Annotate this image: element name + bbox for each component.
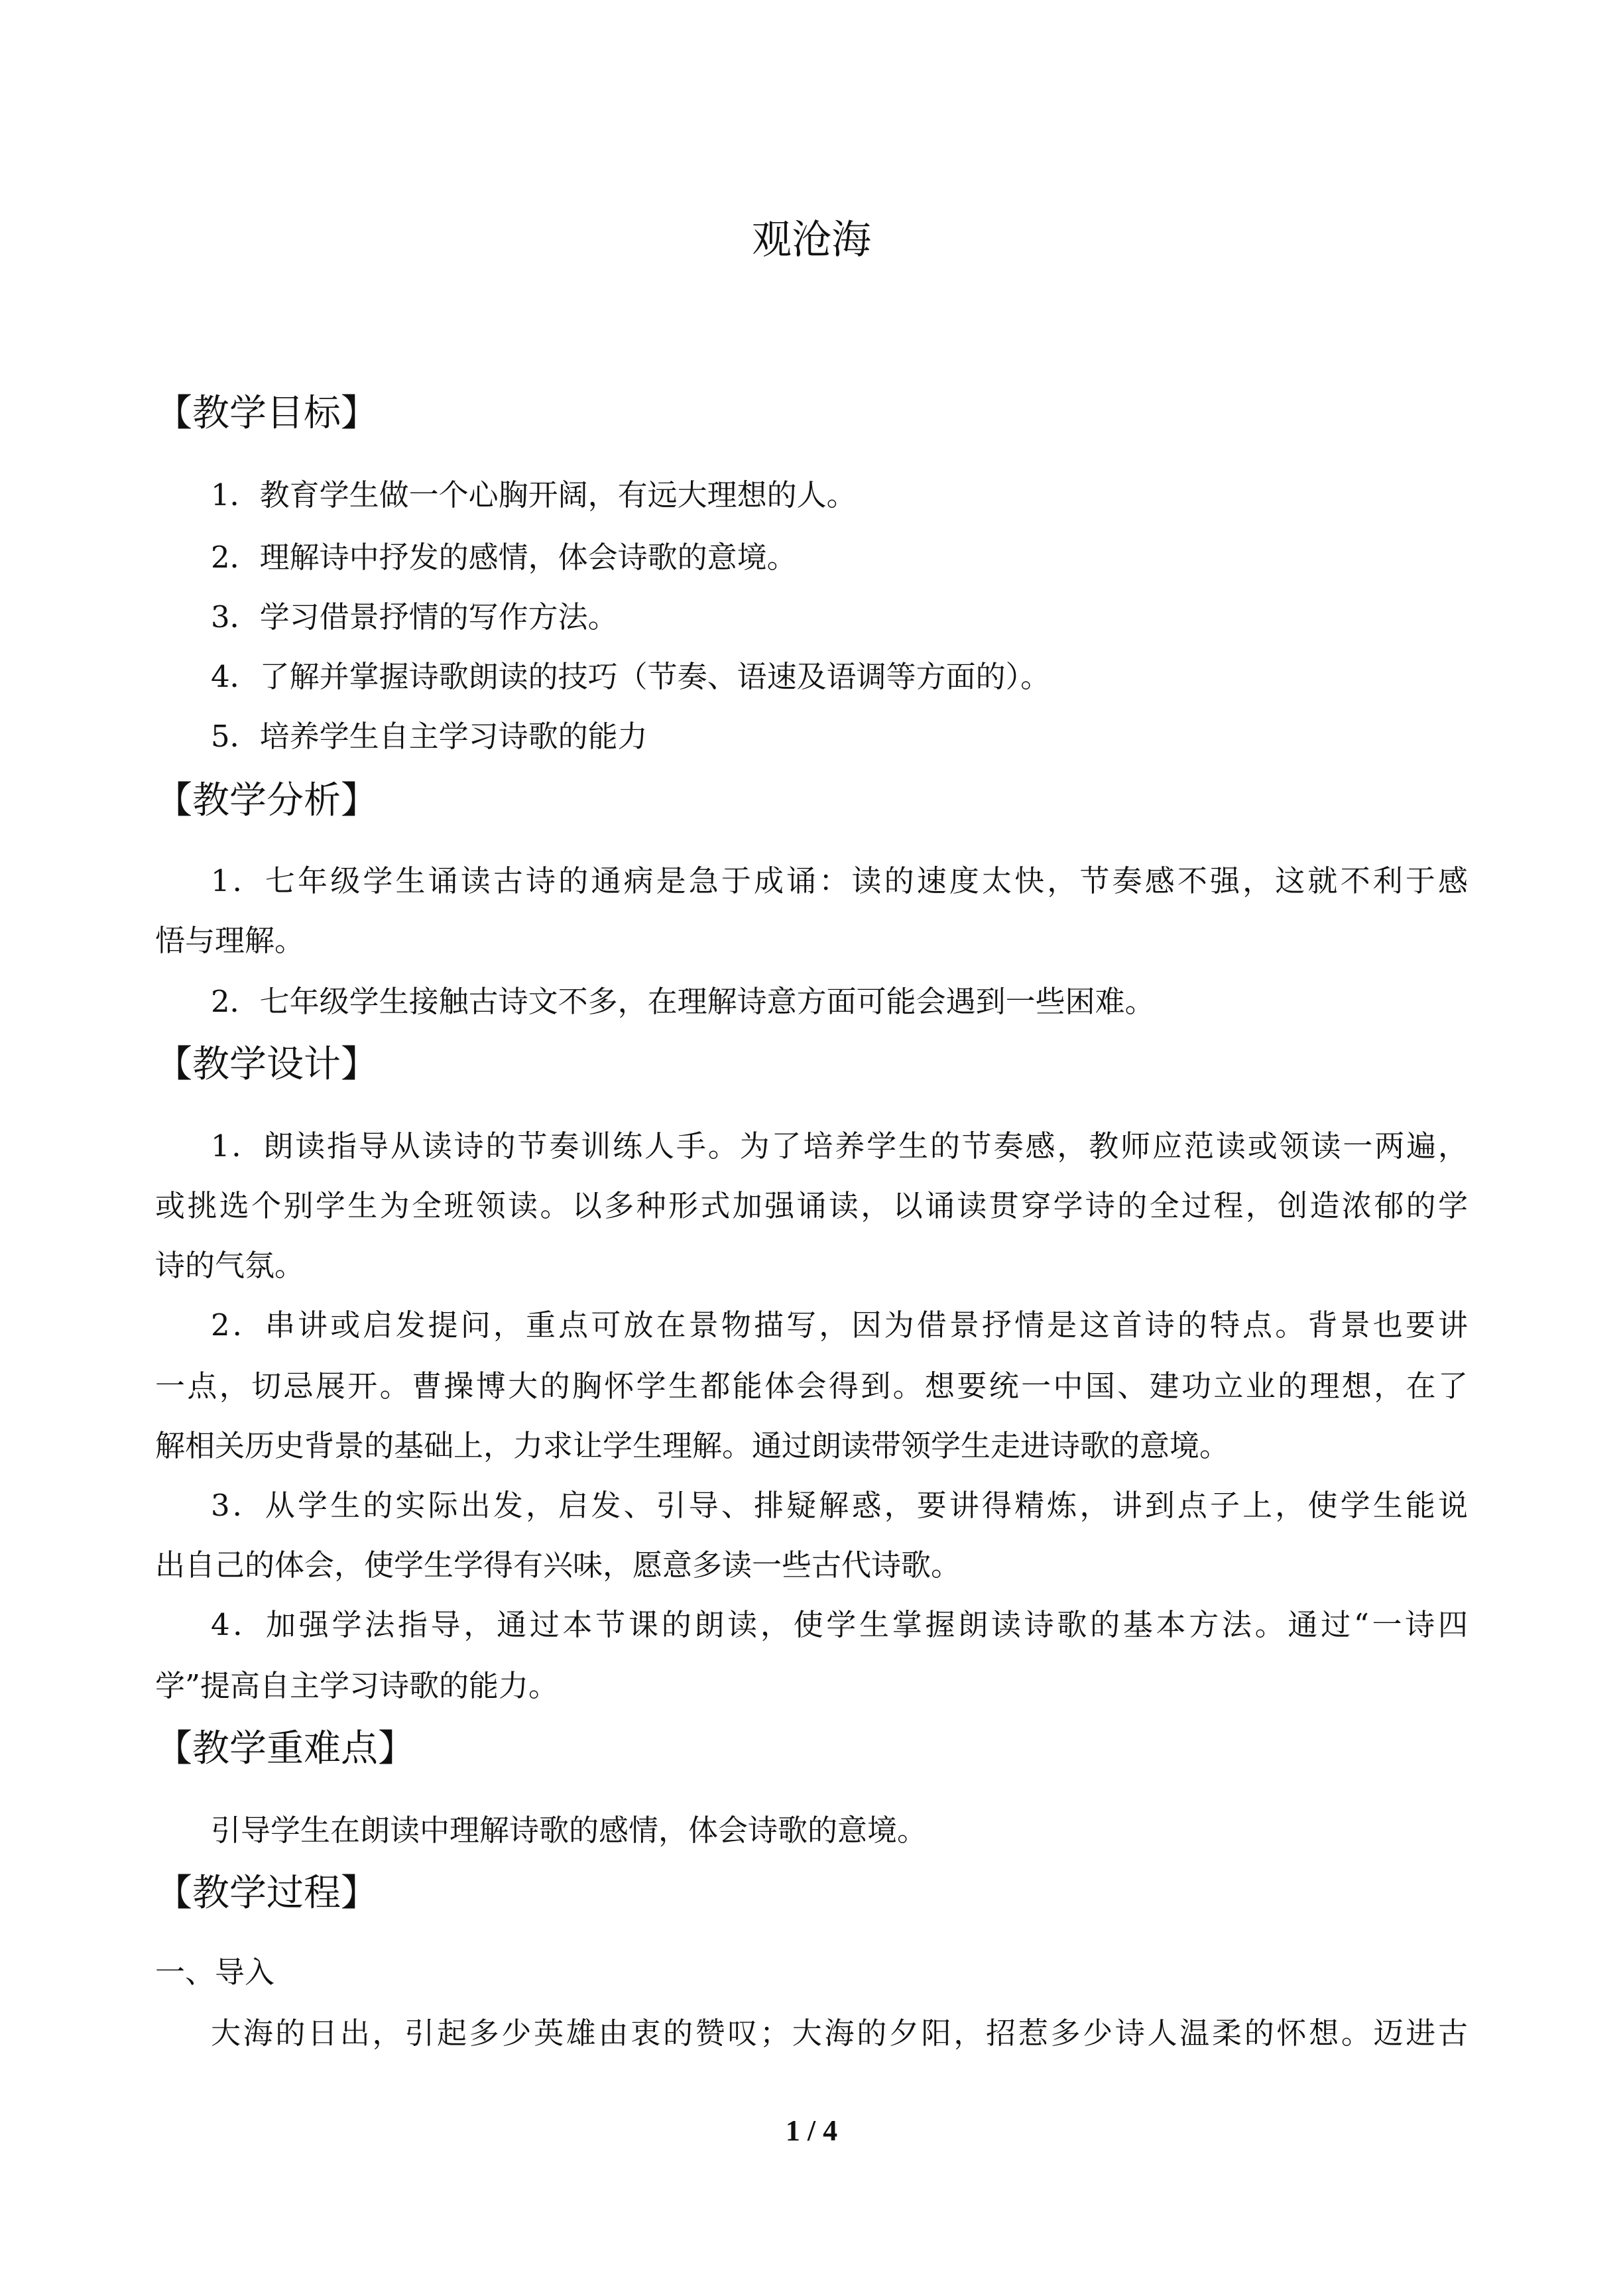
objective-item: 3．学习借景抒情的写作方法。: [211, 599, 618, 634]
design-paragraph-line: 4．加强学法指导，通过本节课的朗读，使学生掌握朗读诗歌的基本方法。通过“一诗四: [211, 1607, 1468, 1642]
design-paragraph-line: 3．从学生的实际出发，启发、引导、排疑解惑，要讲得精炼，讲到点子上，使学生能说: [211, 1488, 1468, 1523]
design-paragraph-line: 诗的气氛。: [155, 1248, 305, 1283]
process-paragraph-line: 大海的日出，引起多少英雄由衷的赞叹；大海的夕阳，招惹多少诗人温柔的怀想。迈进古: [211, 2016, 1468, 2051]
analysis-paragraph-line: 2．七年级学生接触古诗文不多，在理解诗意方面可能会遇到一些困难。: [211, 984, 1155, 1019]
objective-item: 1．教育学生做一个心胸开阔，有远大理想的人。: [211, 477, 857, 513]
objective-item: 4．了解并掌握诗歌朗读的技巧（节奏、语速及语调等方面的）。: [211, 659, 1051, 694]
objective-item: 2．理解诗中抒发的感情，体会诗歌的意境。: [211, 540, 797, 575]
analysis-paragraph-line: 1．七年级学生诵读古诗的通病是急于成诵：读的速度太快，节奏感不强，这就不利于感: [211, 863, 1468, 898]
page-indicator: 1 / 4: [785, 2114, 838, 2147]
design-paragraph-line: 一点，切忌展开。曹操博大的胸怀学生都能体会得到。想要统一中国、建功立业的理想，在了: [155, 1368, 1468, 1404]
section-heading-analysis: 【教学分析】: [155, 779, 378, 822]
section-heading-objectives: 【教学目标】: [155, 392, 378, 435]
design-paragraph-line: 2．串讲或启发提问，重点可放在景物描写，因为借景抒情是这首诗的特点。背景也要讲: [211, 1307, 1468, 1343]
design-paragraph-line: 解相关历史背景的基础上，力求让学生理解。通过朗读带领学生走进诗歌的意境。: [155, 1428, 1230, 1463]
process-subheading: 一、导入: [155, 1955, 275, 1990]
section-heading-process: 【教学过程】: [155, 1872, 378, 1915]
design-paragraph-line: 或挑选个别学生为全班领读。以多种形式加强诵读，以诵读贯穿学诗的全过程，创造浓郁的学: [155, 1188, 1468, 1223]
analysis-paragraph-line: 悟与理解。: [155, 923, 305, 958]
keypoints-paragraph: 引导学生在朗读中理解诗歌的感情，体会诗歌的意境。: [211, 1813, 928, 1848]
objective-item: 5．培养学生自主学习诗歌的能力: [211, 719, 648, 754]
design-paragraph-line: 出自己的体会，使学生学得有兴味，愿意多读一些古代诗歌。: [155, 1547, 961, 1583]
document-title: 观沧海: [752, 217, 871, 263]
section-heading-design: 【教学设计】: [155, 1043, 378, 1086]
design-paragraph-line: 学”提高自主学习诗歌的能力。: [155, 1668, 559, 1703]
design-paragraph-line: 1．朗读指导从读诗的节奏训练人手。为了培养学生的节奏感，教师应范读或领读一两遍，: [211, 1128, 1468, 1164]
section-heading-keypoints: 【教学重难点】: [155, 1727, 415, 1770]
